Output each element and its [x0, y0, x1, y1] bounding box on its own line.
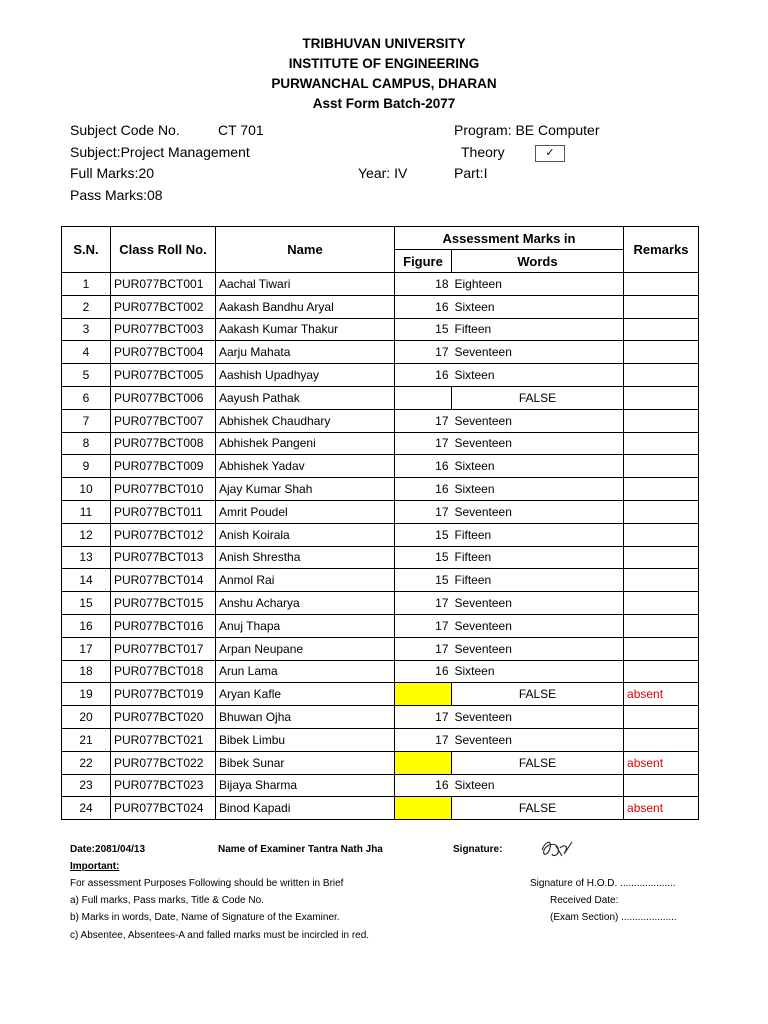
- table-row: [62, 295, 699, 318]
- row-roll: PUR077BCT020: [111, 706, 216, 729]
- col-header-assessment: Assessment Marks in: [395, 227, 624, 250]
- row-name: Arpan Neupane: [216, 637, 395, 660]
- row-remark: [624, 614, 699, 637]
- row-name: Abhishek Pangeni: [216, 432, 395, 455]
- full-marks: Full Marks:20: [70, 165, 155, 181]
- table-row: [62, 706, 699, 729]
- table-row: [62, 569, 699, 592]
- received-date: Received Date:: [550, 895, 619, 906]
- row-remark: [624, 478, 699, 501]
- row-roll: PUR077BCT017: [111, 637, 216, 660]
- date: Date:2081/04/13: [70, 844, 146, 855]
- row-remark: [624, 523, 699, 546]
- row-roll: PUR077BCT012: [111, 523, 216, 546]
- row-figure: 15: [395, 318, 452, 341]
- row-sn: 12: [62, 523, 111, 546]
- row-remark: [624, 660, 699, 683]
- row-figure: 16: [395, 364, 452, 387]
- col-header-roll: Class Roll No.: [111, 227, 216, 273]
- row-figure: 16: [395, 478, 452, 501]
- row-figure: 15: [395, 569, 452, 592]
- row-figure: 17: [395, 706, 452, 729]
- row-words: Fifteen: [452, 569, 624, 592]
- row-remark: [624, 455, 699, 478]
- row-remark: [624, 364, 699, 387]
- row-words: Seventeen: [452, 728, 624, 751]
- row-words: Seventeen: [452, 637, 624, 660]
- row-name: Anshu Acharya: [216, 592, 395, 615]
- row-remark: absent: [624, 751, 699, 774]
- pass-marks: Pass Marks:08: [70, 187, 163, 203]
- row-roll: PUR077BCT013: [111, 546, 216, 569]
- instruction-intro: For assessment Purposes Following should be written in Brief: [70, 878, 344, 889]
- table-row: [62, 660, 699, 683]
- row-figure: [395, 683, 452, 706]
- row-remark: [624, 432, 699, 455]
- exam-section: (Exam Section) ....................: [550, 912, 677, 923]
- row-name: Anuj Thapa: [216, 614, 395, 637]
- row-words: Fifteen: [452, 318, 624, 341]
- row-remark: [624, 592, 699, 615]
- row-roll: PUR077BCT011: [111, 500, 216, 523]
- row-name: Aakash Bandhu Aryal: [216, 295, 395, 318]
- row-words: FALSE: [452, 386, 624, 409]
- campus-name: PURWANCHAL CAMPUS, DHARAN: [271, 76, 497, 91]
- form-title: Asst Form Batch-2077: [312, 96, 456, 111]
- row-figure: 17: [395, 592, 452, 615]
- document-header: [0, 34, 768, 114]
- row-roll: PUR077BCT002: [111, 295, 216, 318]
- row-words: Seventeen: [452, 432, 624, 455]
- row-roll: PUR077BCT018: [111, 660, 216, 683]
- row-sn: 24: [62, 797, 111, 820]
- row-words: Seventeen: [452, 341, 624, 364]
- row-sn: 15: [62, 592, 111, 615]
- row-sn: 2: [62, 295, 111, 318]
- table-row: [62, 432, 699, 455]
- row-words: Fifteen: [452, 523, 624, 546]
- row-words: Seventeen: [452, 614, 624, 637]
- row-roll: PUR077BCT022: [111, 751, 216, 774]
- row-words: Sixteen: [452, 774, 624, 797]
- year: Year: IV: [358, 165, 408, 181]
- table-row: [62, 728, 699, 751]
- row-sn: 9: [62, 455, 111, 478]
- row-name: Aakash Kumar Thakur: [216, 318, 395, 341]
- row-words: FALSE: [452, 797, 624, 820]
- row-sn: 14: [62, 569, 111, 592]
- row-figure: 16: [395, 774, 452, 797]
- instruction-b: b) Marks in words, Date, Name of Signature of the Examiner.: [70, 912, 340, 923]
- row-sn: 10: [62, 478, 111, 501]
- row-name: Anish Koirala: [216, 523, 395, 546]
- row-remark: absent: [624, 683, 699, 706]
- row-figure: 17: [395, 500, 452, 523]
- row-remark: [624, 273, 699, 296]
- row-remark: [624, 569, 699, 592]
- row-name: Abhishek Yadav: [216, 455, 395, 478]
- row-roll: PUR077BCT008: [111, 432, 216, 455]
- row-name: Bijaya Sharma: [216, 774, 395, 797]
- row-remark: [624, 318, 699, 341]
- row-words: Seventeen: [452, 409, 624, 432]
- row-roll: PUR077BCT003: [111, 318, 216, 341]
- row-words: Seventeen: [452, 500, 624, 523]
- subject-code-label: Subject Code No.: [70, 122, 180, 138]
- row-figure: 15: [395, 546, 452, 569]
- row-figure: 18: [395, 273, 452, 296]
- instruction-c: c) Absentee, Absentees-A and falled marks must be incircled in red.: [70, 930, 370, 941]
- table-row: [62, 546, 699, 569]
- row-roll: PUR077BCT010: [111, 478, 216, 501]
- part: Part:I: [454, 165, 488, 181]
- row-name: Ajay Kumar Shah: [216, 478, 395, 501]
- row-figure: 17: [395, 341, 452, 364]
- row-name: Amrit Poudel: [216, 500, 395, 523]
- marks-table: [61, 226, 699, 820]
- table-row: [62, 318, 699, 341]
- row-words: Sixteen: [452, 364, 624, 387]
- table-row: [62, 592, 699, 615]
- important-heading: Important:: [70, 861, 120, 872]
- row-sn: 13: [62, 546, 111, 569]
- row-sn: 17: [62, 637, 111, 660]
- table-row: [62, 273, 699, 296]
- row-words: Sixteen: [452, 455, 624, 478]
- row-figure: [395, 797, 452, 820]
- signature-label: Signature:: [453, 844, 503, 855]
- row-sn: 5: [62, 364, 111, 387]
- row-figure: 15: [395, 523, 452, 546]
- row-name: Aachal Tiwari: [216, 273, 395, 296]
- row-roll: PUR077BCT009: [111, 455, 216, 478]
- row-remark: [624, 409, 699, 432]
- table-row: [62, 500, 699, 523]
- col-header-remarks: Remarks: [624, 227, 699, 273]
- row-roll: PUR077BCT007: [111, 409, 216, 432]
- row-roll: PUR077BCT019: [111, 683, 216, 706]
- row-sn: 7: [62, 409, 111, 432]
- table-row: [62, 774, 699, 797]
- row-roll: PUR077BCT001: [111, 273, 216, 296]
- row-sn: 3: [62, 318, 111, 341]
- row-sn: 6: [62, 386, 111, 409]
- row-sn: 22: [62, 751, 111, 774]
- row-figure: 16: [395, 295, 452, 318]
- row-roll: PUR077BCT023: [111, 774, 216, 797]
- row-sn: 4: [62, 341, 111, 364]
- row-roll: PUR077BCT015: [111, 592, 216, 615]
- row-name: Aashish Upadhyay: [216, 364, 395, 387]
- theory-label: Theory: [461, 144, 505, 160]
- row-words: Fifteen: [452, 546, 624, 569]
- row-roll: PUR077BCT021: [111, 728, 216, 751]
- table-row: [62, 478, 699, 501]
- row-name: Aryan Kafle: [216, 683, 395, 706]
- row-roll: PUR077BCT024: [111, 797, 216, 820]
- row-words: Sixteen: [452, 295, 624, 318]
- row-sn: 11: [62, 500, 111, 523]
- row-sn: 16: [62, 614, 111, 637]
- row-name: Anmol Rai: [216, 569, 395, 592]
- row-name: Aarju Mahata: [216, 341, 395, 364]
- row-remark: [624, 637, 699, 660]
- table-row: [62, 751, 699, 774]
- subject-name: Subject:Project Management: [70, 144, 250, 160]
- table-row: [62, 614, 699, 637]
- table-row: [62, 409, 699, 432]
- row-sn: 18: [62, 660, 111, 683]
- row-sn: 23: [62, 774, 111, 797]
- row-remark: [624, 341, 699, 364]
- table-row: [62, 637, 699, 660]
- row-figure: 17: [395, 409, 452, 432]
- row-name: Binod Kapadi: [216, 797, 395, 820]
- row-words: Seventeen: [452, 706, 624, 729]
- row-remark: [624, 500, 699, 523]
- row-words: FALSE: [452, 683, 624, 706]
- row-roll: PUR077BCT004: [111, 341, 216, 364]
- row-name: Bibek Limbu: [216, 728, 395, 751]
- row-figure: [395, 751, 452, 774]
- row-remark: [624, 546, 699, 569]
- row-remark: [624, 706, 699, 729]
- table-row: [62, 386, 699, 409]
- row-name: Abhishek Chaudhary: [216, 409, 395, 432]
- col-header-name: Name: [216, 227, 395, 273]
- row-words: Sixteen: [452, 660, 624, 683]
- university-name: TRIBHUVAN UNIVERSITY: [302, 36, 466, 51]
- table-row: [62, 455, 699, 478]
- row-roll: PUR077BCT016: [111, 614, 216, 637]
- row-figure: 17: [395, 432, 452, 455]
- row-name: Bibek Sunar: [216, 751, 395, 774]
- row-name: Anish Shrestha: [216, 546, 395, 569]
- col-header-words: Words: [452, 250, 624, 273]
- row-name: Bhuwan Ojha: [216, 706, 395, 729]
- subject-code: CT 701: [218, 122, 264, 138]
- table-row: [62, 341, 699, 364]
- row-remark: [624, 386, 699, 409]
- row-words: Seventeen: [452, 592, 624, 615]
- row-remark: [624, 295, 699, 318]
- row-name: Aayush Pathak: [216, 386, 395, 409]
- instruction-a: a) Full marks, Pass marks, Title & Code No.: [70, 895, 264, 906]
- table-row: [62, 683, 699, 706]
- row-sn: 20: [62, 706, 111, 729]
- row-words: FALSE: [452, 751, 624, 774]
- row-figure: 17: [395, 637, 452, 660]
- row-figure: 16: [395, 660, 452, 683]
- row-remark: [624, 728, 699, 751]
- col-header-sn: S.N.: [62, 227, 111, 273]
- row-name: Arun Lama: [216, 660, 395, 683]
- col-header-figure: Figure: [395, 250, 452, 273]
- hod-signature: Signature of H.O.D. ....................: [530, 878, 676, 889]
- table-row: [62, 523, 699, 546]
- examiner-name: Name of Examiner Tantra Nath Jha: [218, 844, 383, 855]
- row-remark: absent: [624, 797, 699, 820]
- row-sn: 1: [62, 273, 111, 296]
- row-words: Eighteen: [452, 273, 624, 296]
- examiner-signature-image: [538, 836, 574, 862]
- row-sn: 19: [62, 683, 111, 706]
- table-row: [62, 797, 699, 820]
- row-sn: 8: [62, 432, 111, 455]
- row-figure: [395, 386, 452, 409]
- row-sn: 21: [62, 728, 111, 751]
- row-figure: 16: [395, 455, 452, 478]
- row-roll: PUR077BCT005: [111, 364, 216, 387]
- row-figure: 17: [395, 614, 452, 637]
- row-remark: [624, 774, 699, 797]
- theory-checkbox: ✓: [535, 145, 565, 162]
- institute-name: INSTITUTE OF ENGINEERING: [288, 56, 480, 71]
- row-roll: PUR077BCT006: [111, 386, 216, 409]
- program: Program: BE Computer: [454, 122, 600, 138]
- table-row: [62, 364, 699, 387]
- row-roll: PUR077BCT014: [111, 569, 216, 592]
- row-figure: 17: [395, 728, 452, 751]
- row-words: Sixteen: [452, 478, 624, 501]
